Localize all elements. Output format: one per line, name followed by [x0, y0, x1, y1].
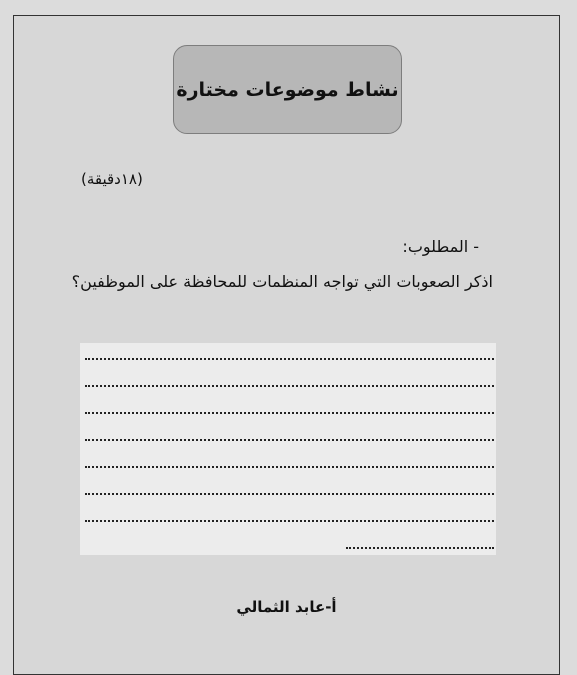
answer-line — [85, 465, 494, 468]
answer-line — [85, 384, 494, 387]
answer-line — [85, 357, 494, 360]
answer-area[interactable] — [80, 343, 496, 555]
author-name: أ-عابد الثمالي — [236, 598, 337, 616]
worksheet-page — [13, 15, 560, 675]
required-label: - المطلوب: — [402, 237, 479, 256]
answer-line — [85, 519, 494, 522]
answer-line — [346, 546, 494, 549]
answer-line — [85, 438, 494, 441]
answer-line — [85, 492, 494, 495]
worksheet-title: نشاط موضوعات مختارة — [176, 78, 399, 101]
title-box — [173, 45, 402, 134]
answer-line — [85, 411, 494, 414]
duration-label: (١٨دقيقة) — [81, 170, 143, 188]
question-text: اذكر الصعوبات التي تواجه المنظمات للمحافظة على الموظفين؟ — [71, 272, 493, 291]
